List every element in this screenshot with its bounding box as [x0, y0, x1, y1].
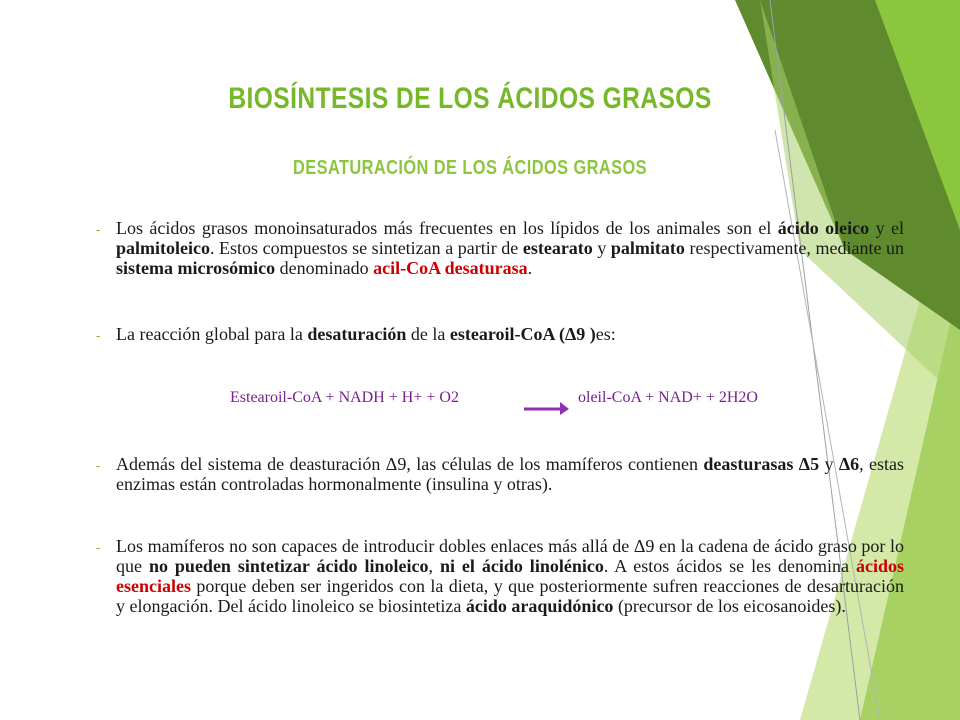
reaction-products: oleil-CoA + NAD+ + 2H2O — [578, 389, 758, 406]
term-deasturasas-d5: deasturasas Δ5 — [703, 454, 820, 474]
bullet-marker: - — [96, 222, 101, 237]
term-desaturacion: desaturación — [307, 324, 407, 344]
paragraph-text: Los mamíferos no son capaces de introducir dobles enlaces más allá de Δ9 en la cadena de ácido graso por lo que no pueden sintetizar ácido linoleico, ni el ácido linolénico. A estos ácidos se les denomina ácidos esenciales porque deben ser ingeridos con la dieta, y que posteriormente sufren reacciones de desarturación y elongación. Del ácido linoleico se biosintetiza ácido araquidónico (precursor de los eicosanoides). — [116, 536, 905, 616]
term-acil-coa-desaturasa: acil-CoA desaturasa — [373, 258, 528, 278]
term-d6: Δ6 — [838, 454, 860, 474]
term-estearoil-coa: estearoil-CoA (Δ9 ) — [449, 324, 596, 344]
slide-title: BIOSÍNTESIS DE LOS ÁCIDOS GRASOS — [228, 82, 712, 115]
paragraph-desaturasas — [96, 454, 904, 494]
term-palmitoleico: palmitoleico — [116, 238, 210, 258]
paragraph-acidos-esenciales — [96, 536, 904, 616]
term-palmitato: palmitato — [610, 238, 685, 258]
term-no-sintetizar-linoleico: no pueden sintetizar ácido linoleico — [148, 556, 429, 576]
term-acidos-esenciales: ácidos esenciales — [116, 556, 905, 596]
bullet-marker: - — [96, 458, 101, 473]
reaction-reactants: Estearoil-CoA + NADH + H+ + O2 — [230, 389, 459, 406]
bullet-marker: - — [96, 540, 101, 555]
paragraph-text: La reacción global para la desaturación de la estearoil-CoA (Δ9 )es: — [116, 324, 616, 344]
term-acido-araquidonico: ácido araquidónico — [465, 596, 614, 616]
paragraph-reaccion-global — [96, 324, 904, 344]
paragraph-text: Además del sistema de deasturación Δ9, las células de los mamíferos contienen deasturasas Δ5 y Δ6, estas enzimas están controladas hormonalmente (insulina y otras). — [116, 454, 904, 494]
slide-subtitle: DESATURACIÓN DE LOS ÁCIDOS GRASOS — [292, 157, 648, 179]
reaction-arrow-icon — [522, 397, 570, 415]
term-sistema-microsomico: sistema microsómico — [116, 258, 276, 278]
term-acido-linolenico: ni el ácido linolénico — [439, 556, 604, 576]
paragraph-text: Los ácidos grasos monoinsaturados más frecuentes en los lípidos de los animales son el ácido oleico y el palmitoleico. Estos compuestos se sintetizan a partir de estearato y palmitato respectivamente, mediante un sistema microsómico denominado acil-CoA desaturasa. — [116, 218, 904, 278]
term-estearato: estearato — [522, 238, 593, 258]
term-acido-oleico: ácido oleico — [777, 218, 870, 238]
paragraph-monoinsaturados — [96, 218, 904, 278]
bullet-marker: - — [96, 328, 101, 343]
